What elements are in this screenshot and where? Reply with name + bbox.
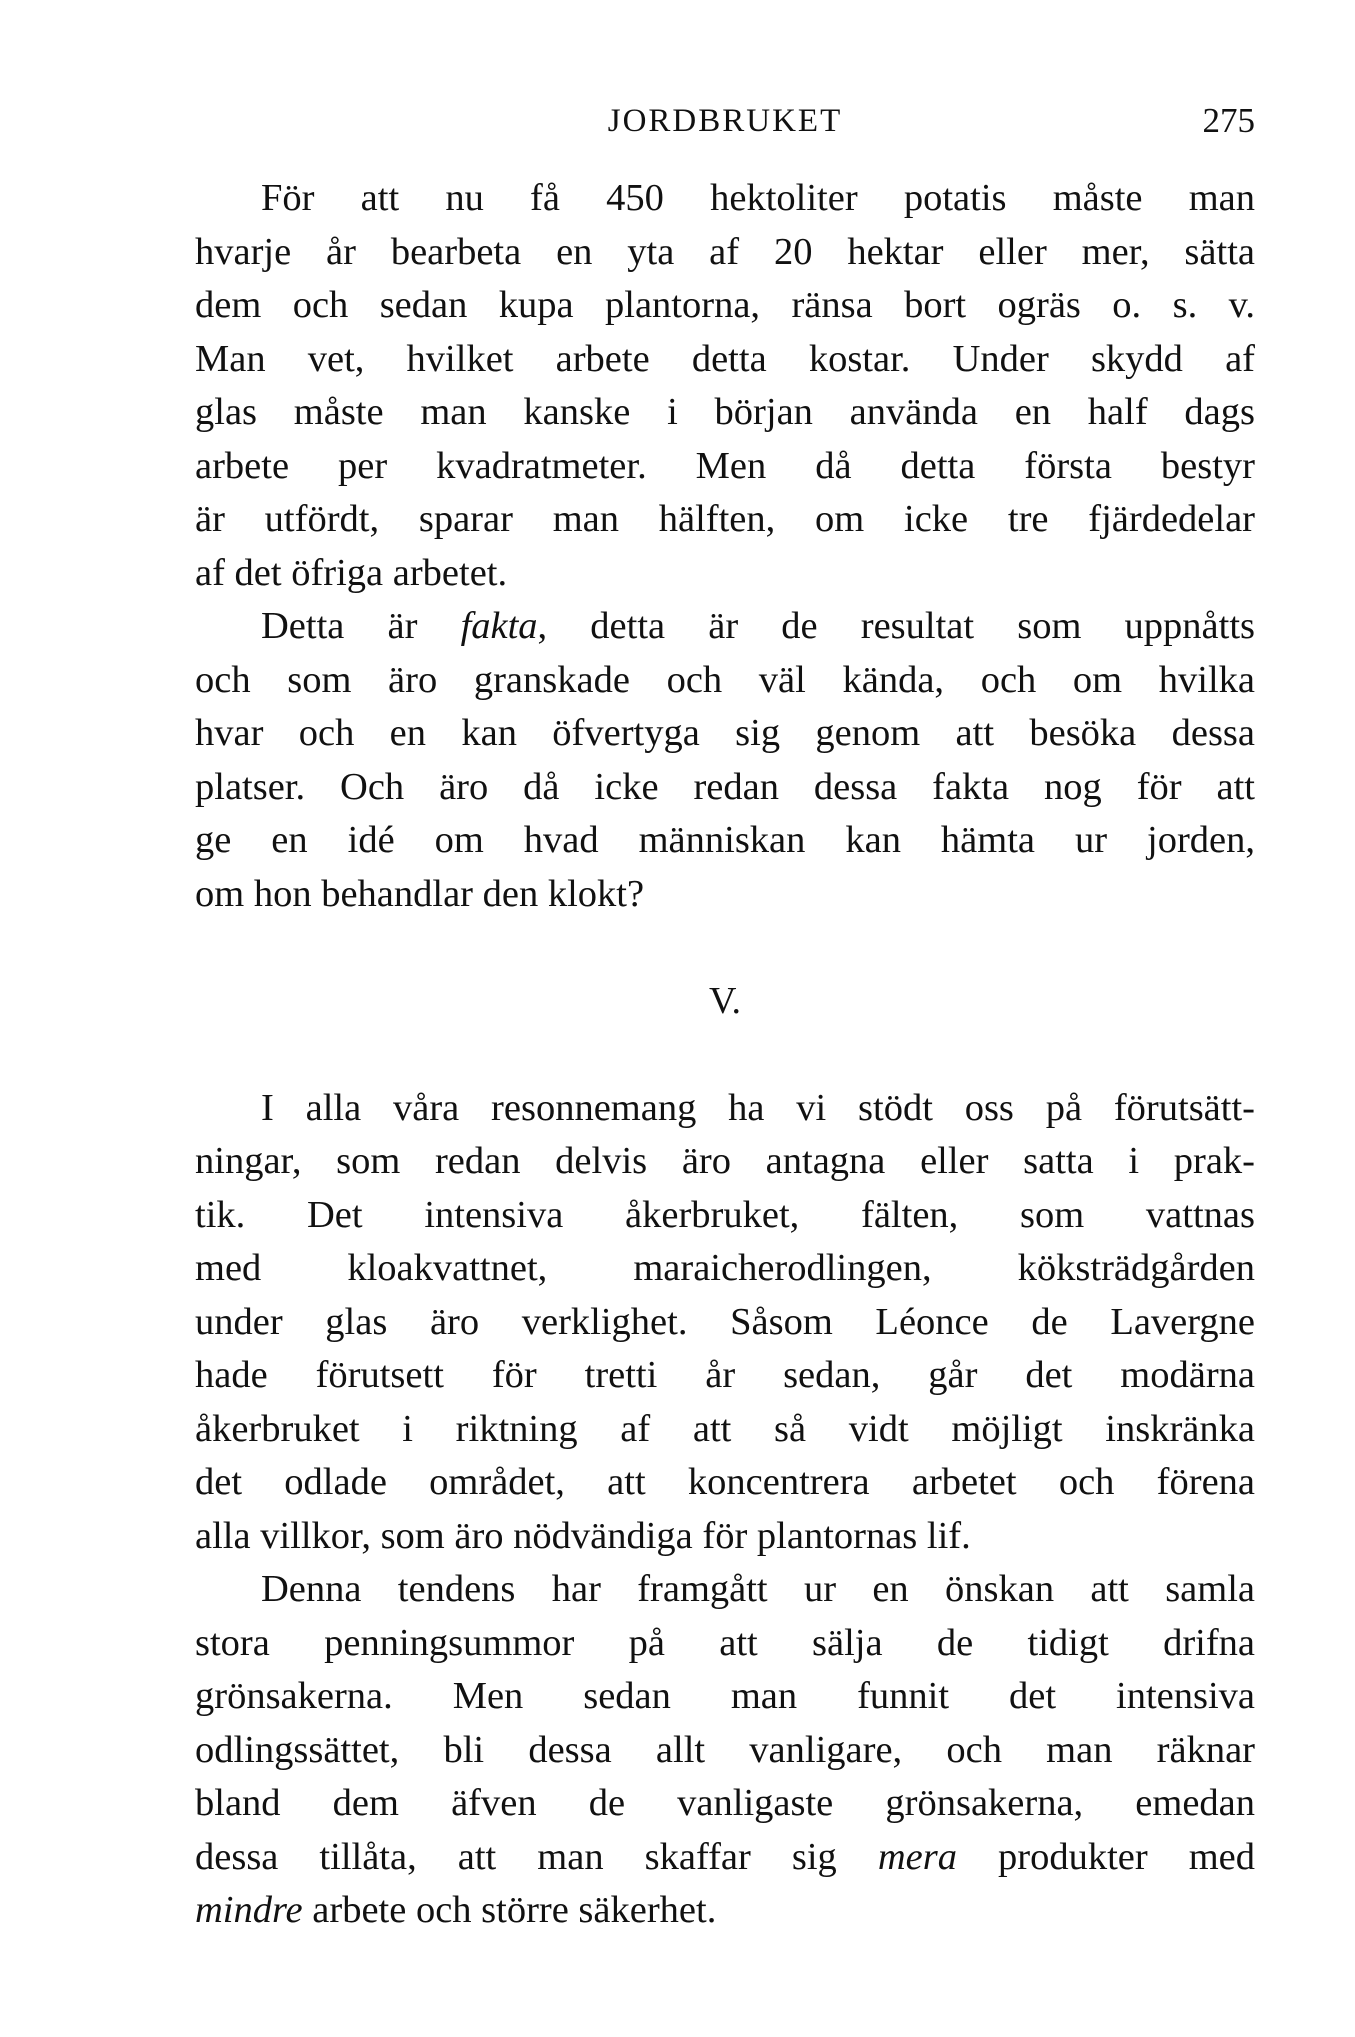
text-line: af det öfriga arbetet. bbox=[195, 551, 508, 594]
text-line: glas måste man kanske i början använda en half dags bbox=[195, 391, 1255, 433]
text-line: grönsakerna. Men sedan man funnit det intensiva bbox=[195, 1675, 1255, 1717]
spacer bbox=[195, 921, 1255, 975]
text-line: hvarje år bearbeta en yta af 20 hektar eller mer, sätta bbox=[195, 230, 1255, 273]
text-line: hade förutsett för tretti år sedan, går det modärna bbox=[195, 1354, 1255, 1396]
text-run: , detta är de resultat som uppnåtts bbox=[537, 605, 1255, 647]
text-line: odlingssättet, bli dessa allt vanligare, och man räknar bbox=[195, 1728, 1255, 1771]
text-line: I alla våra resonnemang ha vi stödt oss på förutsätt- bbox=[261, 1086, 1255, 1129]
text-line: Denna tendens har framgått ur en önskan att samla bbox=[261, 1568, 1255, 1610]
text-line: dem och sedan kupa plantorna, ränsa bort ogräs o. s. v. bbox=[195, 284, 1255, 326]
text-line bbox=[195, 1831, 1255, 1885]
text-run: Detta är bbox=[261, 605, 461, 647]
text-line: med kloakvattnet, maraicherodlingen, köksträdgården bbox=[195, 1247, 1255, 1289]
section-heading: V. bbox=[708, 979, 742, 1022]
text-line: ge en idé om hvad människan kan hämta ur jorden, bbox=[195, 819, 1255, 861]
text-line: Man vet, hvilket arbete detta kostar. Under skydd af bbox=[195, 337, 1255, 380]
text-line: ningar, som redan delvis äro antagna eller satta i prak- bbox=[195, 1140, 1255, 1182]
spacer bbox=[195, 1028, 1255, 1082]
italic-text: mera bbox=[877, 1835, 957, 1878]
text-run: arbete och större säkerhet. bbox=[302, 1889, 717, 1931]
running-title: JORDBRUKET bbox=[607, 103, 843, 139]
paragraph-2 bbox=[195, 600, 1255, 921]
text-line: arbete per kvadratmeter. Men då detta första bestyr bbox=[195, 444, 1255, 487]
text-line: om hon behandlar den klokt? bbox=[195, 872, 645, 915]
paragraph-3 bbox=[195, 1082, 1255, 1564]
text-line: tik. Det intensiva åkerbruket, fälten, som vattnas bbox=[195, 1193, 1255, 1236]
text-line: det odlade området, att koncentrera arbetet och förena bbox=[195, 1461, 1255, 1503]
text-line: hvar och en kan öfvertyga sig genom att besöka dessa bbox=[195, 712, 1255, 754]
text-line bbox=[195, 1884, 1255, 1938]
text-line: platser. Och äro då icke redan dessa fakta nog för att bbox=[195, 765, 1255, 808]
body-text bbox=[195, 172, 1255, 1938]
running-head bbox=[195, 96, 1255, 146]
text-line: åkerbruket i riktning af att så vidt möjligt inskränka bbox=[195, 1407, 1255, 1450]
page-number: 275 bbox=[1202, 101, 1255, 140]
text-line: bland dem äfven de vanligaste grönsakerna, emedan bbox=[195, 1782, 1255, 1824]
text-line: under glas äro verklighet. Såsom Léonce de Lavergne bbox=[195, 1300, 1255, 1343]
text-line: alla villkor, som äro nödvändiga för plantornas lif. bbox=[195, 1514, 971, 1557]
italic-text: fakta bbox=[460, 605, 538, 647]
paragraph-4 bbox=[195, 1563, 1255, 1938]
paragraph-1 bbox=[195, 172, 1255, 600]
italic-text: mindre bbox=[195, 1889, 303, 1931]
text-run: produkter med bbox=[956, 1835, 1256, 1878]
text-line: stora penningsummor på att sälja de tidigt drifna bbox=[195, 1621, 1255, 1664]
text-run: dessa tillåta, att man skaffar sig bbox=[195, 1835, 878, 1878]
text-line: är utfördt, sparar man hälften, om icke tre fjärdedelar bbox=[195, 498, 1255, 540]
text-line bbox=[195, 600, 1255, 654]
text-line: För att nu få 450 hektoliter potatis måste man bbox=[261, 177, 1255, 219]
text-line: och som äro granskade och väl kända, och om hvilka bbox=[195, 658, 1255, 701]
